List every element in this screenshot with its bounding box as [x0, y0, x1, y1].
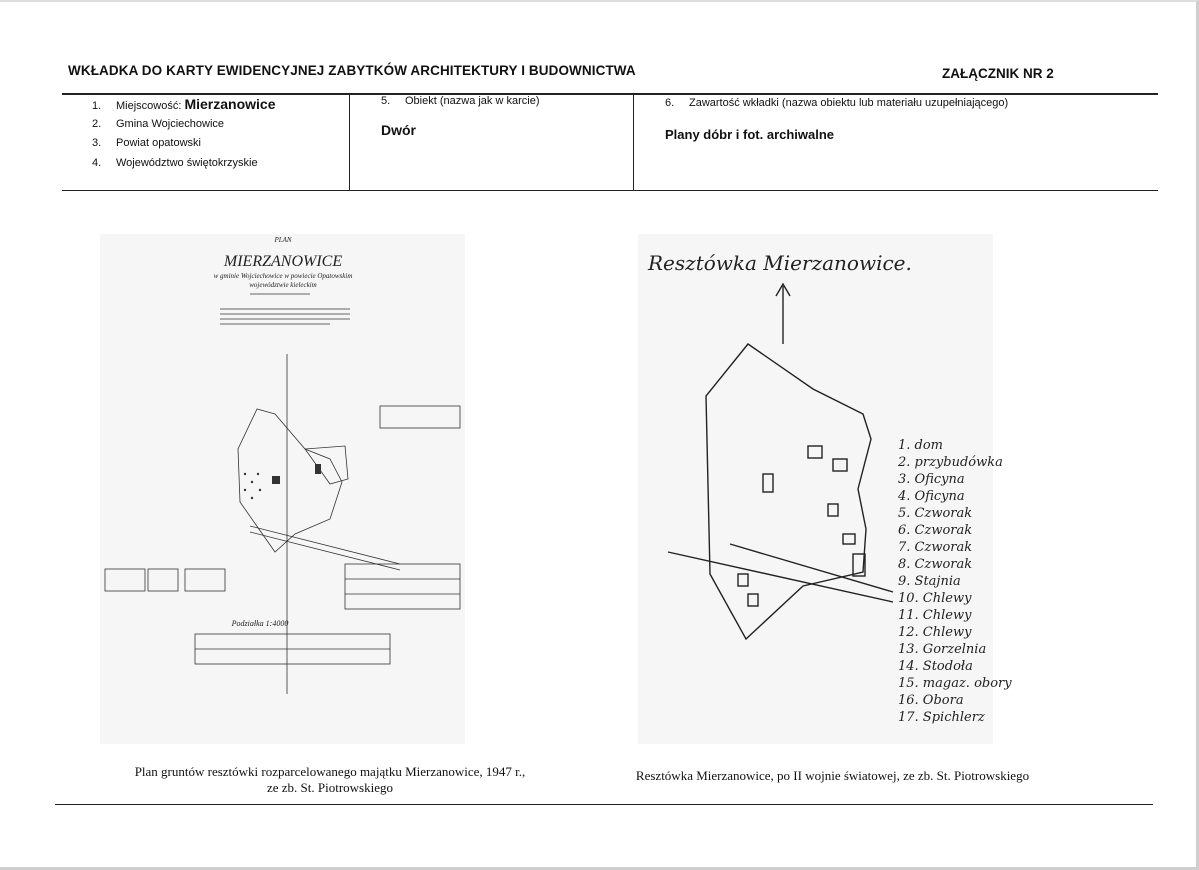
- legend-4: 4. Oficyna: [898, 489, 965, 504]
- caption-left: [95, 764, 565, 796]
- footer-line: [55, 804, 1153, 805]
- legend-1: 1. dom: [898, 438, 944, 453]
- resztowka-title: Resztówka Mierzanowice.: [648, 251, 912, 275]
- legend-3: 3. Oficyna: [898, 472, 965, 487]
- legend-7: 7. Czworak: [898, 540, 973, 555]
- legend-13: 13. Gorzelnia: [898, 642, 987, 657]
- legend-12: 12. Chlewy: [898, 625, 972, 640]
- table-bottom-line: [62, 190, 1158, 191]
- plan-sub2: województwie kieleckim: [249, 281, 317, 289]
- plan-name: MIERZANOWICE: [223, 253, 343, 270]
- legend-10: 10. Chlewy: [898, 591, 972, 606]
- content-value: Plany dóbr i fot. archiwalne: [665, 127, 835, 142]
- table-divider-1: [349, 94, 350, 190]
- field-county: 3. Powiat opatowski: [92, 137, 201, 149]
- plan-1947-image: [100, 234, 465, 744]
- document-title: WKŁADKA DO KARTY EWIDENCYJNEJ ZABYTKÓW ARCHITEKTURY I BUDOWNICTWA: [68, 63, 636, 78]
- legend-5: 5. Czworak: [898, 506, 973, 521]
- legend-14: 14. Stodoła: [898, 659, 973, 674]
- legend-2: 2. przybudówka: [898, 455, 1003, 470]
- legend-9: 9. Stajnia: [898, 574, 961, 589]
- object-value: Dwór: [381, 122, 416, 138]
- legend-11: 11. Chlewy: [898, 608, 972, 623]
- caption-left-line2: ze zb. St. Piotrowskiego: [266, 780, 393, 795]
- locality-value: Mierzanowice: [184, 96, 276, 112]
- plan-scale: Podziałka 1:4000: [231, 619, 289, 628]
- field-object-label: 5. Obiekt (nazwa jak w karcie): [381, 95, 540, 107]
- caption-left-line1: Plan gruntów resztówki rozparcelowanego majątku Mierzanowice, 1947 r.,: [134, 764, 526, 779]
- field-content-label: 6. Zawartość wkładki (nazwa obiektu lub materiału uzupełniającego): [665, 97, 1009, 109]
- annex-label: ZAŁĄCZNIK NR 2: [942, 66, 1054, 81]
- plan-head: PLAN: [274, 236, 292, 244]
- plan-sub1: w gminie Wojciechowice w powiecie Opatowskim: [213, 272, 353, 280]
- legend-16: 16. Obora: [898, 693, 964, 708]
- legend-17: 17. Spichlerz: [898, 710, 985, 725]
- legend-6: 6. Czworak: [898, 523, 973, 538]
- field-locality: 1. Miejscowość: Mierzanowice: [92, 96, 276, 112]
- field-voivodeship: 4. Województwo świętokrzyskie: [92, 157, 258, 169]
- field-commune: 2. Gmina Wojciechowice: [92, 118, 225, 130]
- plan-resztowka-image: [638, 234, 1012, 744]
- legend-8: 8. Czworak: [898, 557, 973, 572]
- legend-15: 15. magaz. obory: [898, 676, 1012, 691]
- table-top-line: [62, 93, 1158, 95]
- caption-right: Resztówka Mierzanowice, po II wojnie światowej, ze zb. St. Piotrowskiego: [635, 768, 1030, 783]
- table-divider-2: [633, 94, 634, 190]
